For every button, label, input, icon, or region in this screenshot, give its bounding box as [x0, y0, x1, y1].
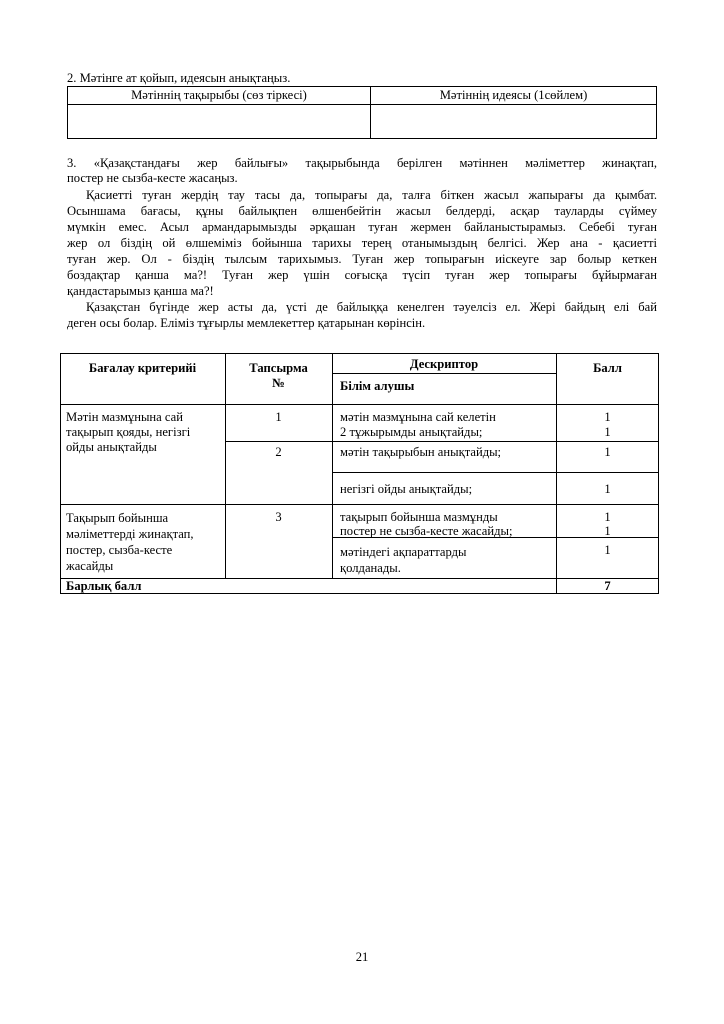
para1-line: мүмкін емес. Асыл армандарымызды әрқашан туған жермен байланыстырамыз. Себебі туған — [67, 220, 657, 234]
criterion1-text: ойды анықтайды — [66, 440, 157, 454]
score-header: Балл — [593, 361, 622, 375]
para1-line: туған жер. Ол - біздің тылсым тарихымыз. Туған жер топырағын иіскеуге зар болыр кеткен — [67, 252, 657, 266]
para2-line: Қазақстан бүгінде жер асты да, үсті де байлыққа кенелген тәуелсіз ел. Жері байдың елі бай — [86, 300, 657, 314]
descriptor-header: Дескриптор — [409, 357, 479, 371]
page-number: 21 — [355, 950, 369, 964]
row-descriptor: тақырып бойынша мазмұнды — [340, 510, 498, 524]
criteria-header: Бағалау критерийі — [88, 361, 197, 375]
row-score: 1 — [604, 482, 611, 496]
para1-line: Осыншама бағасы, құны байлықпен өлшенбейтін жасыл белдерді, асқар тауларды сүймеу — [67, 204, 657, 218]
task-number-header-symbol: № — [272, 376, 285, 390]
total-label: Барлық балл — [66, 579, 142, 593]
total-value: 7 — [604, 579, 611, 593]
topic-column-header: Мәтіннің тақырыбы (сөз тіркесі) — [68, 87, 371, 105]
row-score: 1 — [604, 543, 611, 557]
criterion2-text: мәліметтерді жинақтап, — [66, 527, 194, 541]
criterion1-text: тақырып қояды, негізгі — [66, 425, 191, 439]
row-score: 1 — [604, 510, 611, 524]
task3-heading-line1: 3. «Қазақстандағы жер байлығы» тақырыбында берілген мәтіннен мәліметтер жинақтап, — [67, 156, 657, 170]
rubric-table — [60, 353, 659, 594]
learner-subheader: Білім алушы — [340, 379, 415, 393]
row-descriptor: 2 тұжырымды анықтайды; — [340, 425, 483, 439]
criterion1-text: Мәтін мазмұнына сай — [66, 410, 183, 424]
row-descriptor: мәтін мазмұнына сай келетін — [340, 410, 496, 424]
criterion2-text: жасайды — [66, 559, 114, 573]
row-score: 1 — [604, 524, 611, 538]
topic-answer-cell[interactable] — [68, 105, 371, 139]
idea-answer-cell[interactable] — [371, 105, 657, 139]
para2-line: деген осы болар. Еліміз тұғырлы мемлекеттер қатарынан көрінсін. — [67, 316, 426, 330]
row-descriptor: негізгі ойды анықтайды; — [340, 482, 473, 496]
row-score: 1 — [604, 445, 611, 459]
row-descriptor: мәтіндегі ақпараттарды — [340, 545, 467, 559]
task-number-header: Тапсырма — [249, 361, 308, 375]
row-descriptor: постер не сызба-кесте жасайды; — [340, 524, 513, 538]
topic-idea-table — [67, 86, 657, 139]
criterion2-text: Тақырып бойынша — [66, 511, 169, 525]
row-task-number: 3 — [275, 510, 282, 524]
para1-line: қандастарымыз қанша ма?! — [67, 284, 214, 298]
row-score: 1 — [604, 425, 611, 439]
row-task-number: 1 — [275, 410, 282, 424]
criterion2-text: постер, сызба-кесте — [66, 543, 173, 557]
para1-line: жер ол біздің ой өлшеміміз бойынша тарихы терең отанымыздың белгісі. Жер ана - қасиетті — [67, 236, 657, 250]
idea-column-header: Мәтіннің идеясы (1сөйлем) — [371, 87, 657, 105]
row-score: 1 — [604, 410, 611, 424]
task2-heading: 2. Мәтінге ат қойып, идеясын анықтаңыз. — [67, 71, 291, 85]
row-task-number: 2 — [275, 445, 282, 459]
para1-line: Қасиетті туған жердің тау тасы да, топырағы да, талға біткен жасыл жапырағы да қымбат. — [86, 188, 657, 202]
task3-heading-line2: постер не сызба-кесте жасаңыз. — [67, 171, 238, 185]
para1-line: боздақтар қанша ма?! Туған жер үшін соғысқа түсіп туған жер топырағы бұйырмаған — [67, 268, 657, 282]
row-descriptor: қолданады. — [340, 561, 401, 575]
row-descriptor: мәтін тақырыбын анықтайды; — [340, 445, 502, 459]
